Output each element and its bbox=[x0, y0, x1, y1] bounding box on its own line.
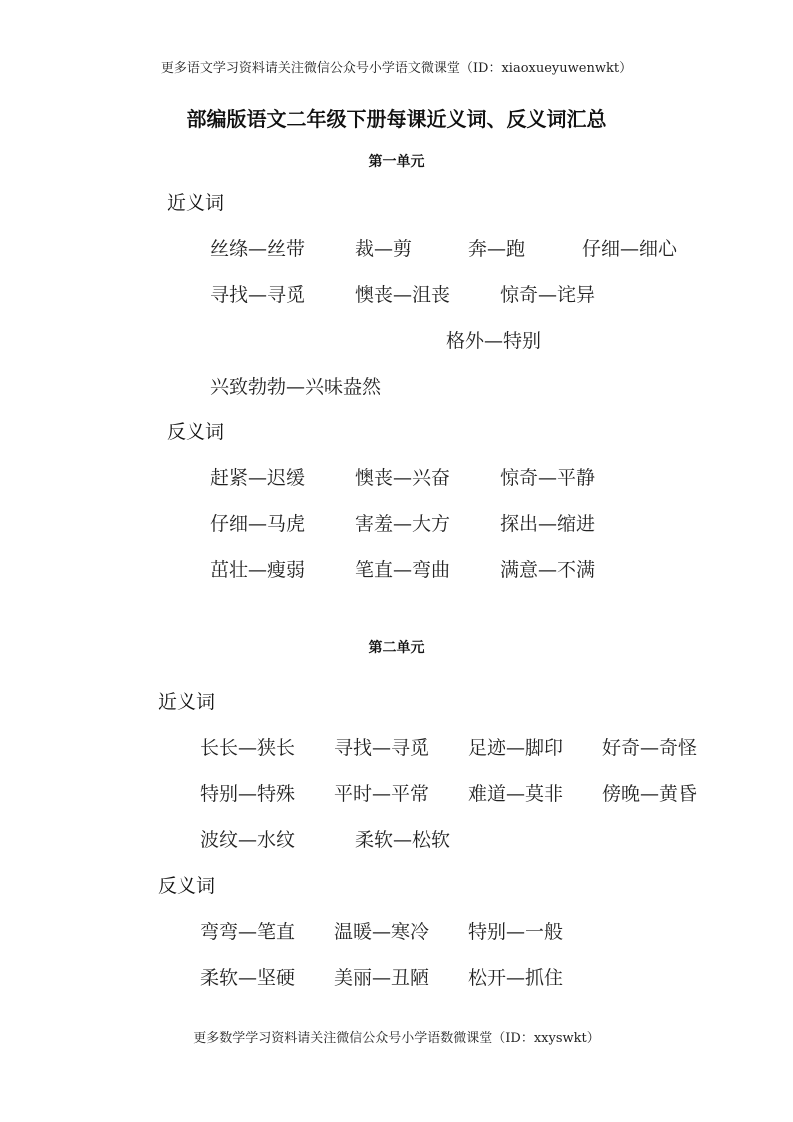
unit-2-antonym-pair: 柔软—坚硬 bbox=[200, 967, 296, 989]
header-note: 更多语文学习资料请关注微信公众号小学语文微课堂（ID：xiaoxueyuwenwkt） bbox=[160, 61, 633, 76]
unit-1-antonym-pair: 仔细—马虎 bbox=[210, 513, 306, 535]
unit-2-synonym-pair: 足迹—脚印 bbox=[468, 737, 564, 759]
unit-2-antonym-pair: 特别—一般 bbox=[468, 921, 564, 943]
unit-2-synonym-pair: 特别—特殊 bbox=[200, 783, 296, 805]
unit-2-antonym-pair: 美丽—丑陋 bbox=[334, 967, 430, 989]
unit-2-synonym-pair: 波纹—水纹 bbox=[200, 829, 296, 851]
unit-2-antonym-pair: 温暖—寒冷 bbox=[334, 921, 430, 943]
unit-2-synonym-pair: 傍晚—黄昏 bbox=[602, 783, 698, 805]
unit-2-title: 第二单元 bbox=[368, 640, 425, 656]
unit-2-synonym-pair: 难道—莫非 bbox=[468, 783, 564, 805]
unit-1-antonym-pair: 探出—缩进 bbox=[500, 513, 596, 535]
unit-1-antonym-pair: 懊丧—兴奋 bbox=[355, 467, 451, 489]
unit-1-synonym-pair: 懊丧—沮丧 bbox=[355, 284, 451, 306]
unit-1-synonym-pair: 奔—跑 bbox=[468, 238, 526, 260]
unit-2-synonym-pair: 柔软—松软 bbox=[355, 829, 451, 851]
unit-2-synonym-pair: 好奇—奇怪 bbox=[602, 737, 698, 759]
unit-2-antonyms-heading: 反义词 bbox=[158, 875, 216, 897]
unit-1-antonym-pair: 满意—不满 bbox=[500, 559, 596, 581]
unit-1-antonyms-heading: 反义词 bbox=[167, 421, 225, 443]
unit-2-synonym-pair: 长长—狭长 bbox=[200, 737, 296, 759]
unit-2-synonyms-heading: 近义词 bbox=[158, 691, 216, 713]
unit-2-synonym-pair: 平时—平常 bbox=[334, 783, 430, 805]
unit-1-synonym-pair: 兴致勃勃—兴味盎然 bbox=[210, 376, 382, 398]
unit-2-antonym-pair: 松开—抓住 bbox=[468, 967, 564, 989]
unit-1-antonym-pair: 惊奇—平静 bbox=[500, 467, 596, 489]
unit-1-synonym-pair: 格外—特别 bbox=[446, 330, 542, 352]
unit-1-antonym-pair: 笔直—弯曲 bbox=[355, 559, 451, 581]
unit-1-synonym-pair: 惊奇—诧异 bbox=[500, 284, 596, 306]
unit-1-synonym-pair: 寻找—寻觅 bbox=[210, 284, 306, 306]
unit-2-synonym-pair: 寻找—寻觅 bbox=[334, 737, 430, 759]
unit-1-title: 第一单元 bbox=[368, 154, 425, 170]
unit-1-synonym-pair: 丝绦—丝带 bbox=[210, 238, 306, 260]
unit-1-synonyms-heading: 近义词 bbox=[167, 192, 225, 214]
unit-2-antonym-pair: 弯弯—笔直 bbox=[200, 921, 296, 943]
unit-1-antonym-pair: 害羞—大方 bbox=[355, 513, 451, 535]
document-title: 部编版语文二年级下册每课近义词、反义词汇总 bbox=[186, 107, 607, 131]
unit-1-synonym-pair: 裁—剪 bbox=[355, 238, 413, 260]
unit-1-antonym-pair: 赶紧—迟缓 bbox=[210, 467, 306, 489]
unit-1-synonym-pair: 仔细—细心 bbox=[582, 238, 678, 260]
footer-note: 更多数学学习资料请关注微信公众号小学语数微课堂（ID：xxyswkt） bbox=[193, 1031, 600, 1046]
unit-1-antonym-pair: 茁壮—瘦弱 bbox=[210, 559, 306, 581]
